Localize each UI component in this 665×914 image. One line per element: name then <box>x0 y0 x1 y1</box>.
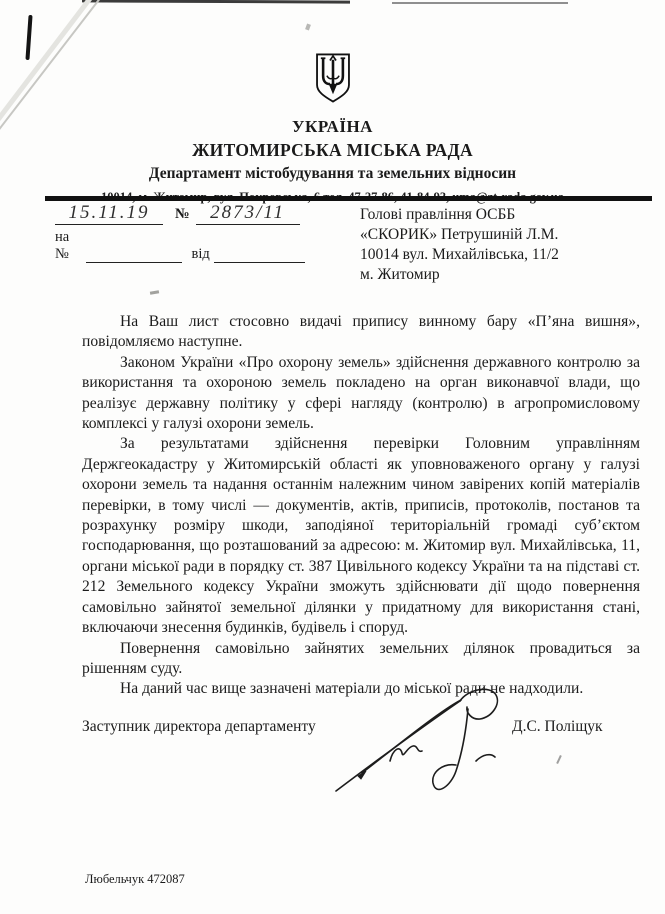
handwritten-signature-icon <box>328 683 520 810</box>
recipient-line: Голові правління ОСББ <box>360 206 516 223</box>
body-paragraph: Повернення самовільно зайнятих земельних ділянок провадиться за рішенням суду. <box>82 639 640 677</box>
signatory-position: Заступник директора департаменту <box>82 718 316 735</box>
scan-artifact <box>305 23 311 30</box>
date-underline <box>55 202 163 225</box>
scan-edge-artifact <box>392 2 568 4</box>
department-title: Департамент містобудування та земельних відносин <box>148 165 517 182</box>
number-label: № <box>175 206 190 222</box>
recipient-line: 10014 вул. Михайлівська, 11/2 <box>360 246 559 263</box>
letterhead <box>0 52 665 205</box>
scan-artifact <box>150 290 159 295</box>
reply-number-blank <box>86 246 181 263</box>
from-date-label: від <box>191 246 210 262</box>
number-underline <box>196 202 300 225</box>
recipient-address-block <box>360 205 559 285</box>
body-paragraph: На Ваш лист стосовно видачі припису винному бару «П’яна вишня», повідомляємо наступне. <box>82 313 640 351</box>
signatory-name: Д.С. Поліщук <box>512 718 603 735</box>
reply-to-label: на № <box>55 229 70 262</box>
ukraine-trident-emblem-icon <box>314 52 352 109</box>
body-paragraph: На даний час вище зазначені матеріали до міської ради не надходили. <box>120 680 584 698</box>
handwritten-number: 2873/11 <box>210 202 286 223</box>
scan-artifact <box>556 755 562 764</box>
recipient-line: «СКОРИК» Петрушиній Л.М. <box>360 226 559 243</box>
body-paragraph: Законом України «Про охорону земель» здійснення державного контролю за використання та охороною земель покладено на орган виконавчої влади, що реалізує державну політику у сфері нагляду (контролю) в агропромисловому комплексі у галузі охорони земель. <box>82 353 640 433</box>
header-divider-rule <box>45 196 652 201</box>
letter-body <box>82 312 640 700</box>
executor-note: Любельчук 472087 <box>85 872 185 886</box>
body-paragraph: За результатами здійснення перевірки Головним управлінням Держгеокадастру у Житомирській області як уповноваженого органу у галузі охорони земель та надання останнім належним чином завірених копій матеріалів перевірки, в тому числі — документів, актів, приписів, протоколів, постанов та розрахунку розміру шкоди, заподіяної територіальній громаді суб’єктом господарювання, що розташований за адресою: м. Житомир вул. Михайлівська, 11, органи міської ради в порядку ст. 387 Цивільного кодексу України та на підставі ст. 212 Земельного кодексу України зможуть здійснювати дії щодо повернення самовільно зайнятої земельної ділянки у придатному для використання стані, включаючи знесення будинків, будівель і споруд. <box>82 435 640 637</box>
reference-block <box>55 202 305 263</box>
country-title: УКРАЇНА <box>292 117 373 136</box>
from-date-blank <box>214 246 305 263</box>
handwritten-date: 15.11.19 <box>68 202 150 223</box>
council-title: ЖИТОМИРСЬКА МІСЬКА РАДА <box>192 140 473 160</box>
scan-edge-artifact <box>82 0 350 4</box>
recipient-line: м. Житомир <box>360 266 440 283</box>
